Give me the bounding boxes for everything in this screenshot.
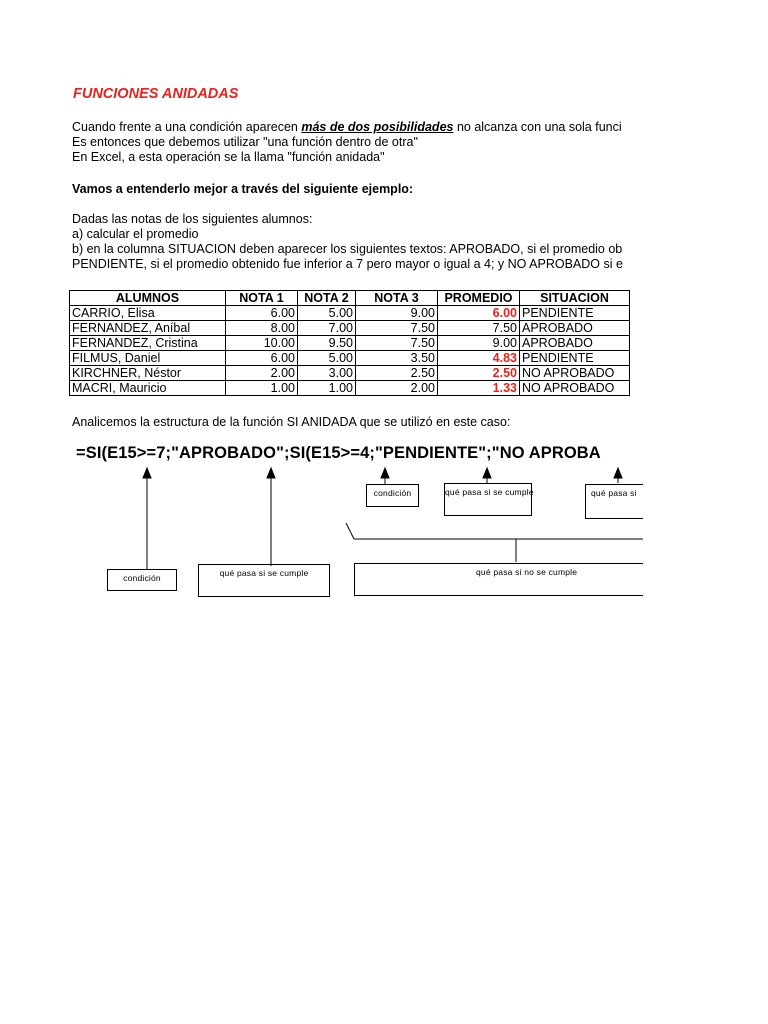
nested-if-formula: =SI(E15>=7;"APROBADO";SI(E15>=4;"PENDIENTE";"NO APROBA bbox=[76, 444, 601, 462]
cell-name: FILMUS, Daniel bbox=[70, 351, 226, 366]
cell-promedio: 9.00 bbox=[438, 336, 520, 351]
cell-nota-2: 7.00 bbox=[298, 321, 356, 336]
cell-nota-3: 3.50 bbox=[356, 351, 438, 366]
cell-nota-2: 5.00 bbox=[298, 306, 356, 321]
cell-name: KIRCHNER, Néstor bbox=[70, 366, 226, 381]
header-nota-3: NOTA 3 bbox=[356, 291, 438, 306]
cell-promedio: 4.83 bbox=[438, 351, 520, 366]
analysis-text: Analicemos la estructura de la función SI ANIDADA que se utilizó en este caso: bbox=[72, 415, 511, 429]
cell-nota-3: 7.50 bbox=[356, 336, 438, 351]
cell-situacion: APROBADO bbox=[520, 336, 630, 351]
intro-line-1-suffix: no alcanza con una sola funci bbox=[453, 120, 622, 134]
box-cumple-1: qué pasa si se cumple bbox=[198, 564, 330, 597]
cell-nota-1: 10.00 bbox=[226, 336, 298, 351]
intro-line-2: Es entonces que debemos utilizar "una función dentro de otra" bbox=[72, 135, 418, 149]
cell-promedio: 7.50 bbox=[438, 321, 520, 336]
cell-situacion: APROBADO bbox=[520, 321, 630, 336]
arrowhead-condicion-1 bbox=[143, 468, 151, 478]
arrowhead-condicion-2 bbox=[381, 468, 389, 478]
cell-nota-2: 1.00 bbox=[298, 381, 356, 396]
cell-nota-1: 2.00 bbox=[226, 366, 298, 381]
cell-nota-2: 9.50 bbox=[298, 336, 356, 351]
page-title: FUNCIONES ANIDADAS bbox=[73, 86, 239, 102]
box-cumple-2: qué pasa si se cumple bbox=[444, 483, 532, 516]
cell-nota-2: 3.00 bbox=[298, 366, 356, 381]
cell-name: CARRIO, Elisa bbox=[70, 306, 226, 321]
box-condicion-2: condición bbox=[366, 484, 419, 507]
task-line-2: a) calcular el promedio bbox=[72, 227, 199, 241]
cell-nota-3: 7.50 bbox=[356, 321, 438, 336]
cell-situacion: PENDIENTE bbox=[520, 306, 630, 321]
cell-name: MACRI, Mauricio bbox=[70, 381, 226, 396]
cell-nota-1: 6.00 bbox=[226, 351, 298, 366]
cell-promedio: 6.00 bbox=[438, 306, 520, 321]
cell-nota-1: 6.00 bbox=[226, 306, 298, 321]
cell-situacion: NO APROBADO bbox=[520, 381, 630, 396]
cell-name: FERNANDEZ, Aníbal bbox=[70, 321, 226, 336]
task-line-4: PENDIENTE, si el promedio obtenido fue inferior a 7 pero mayor o igual a 4; y NO APROBADO si e bbox=[72, 257, 623, 271]
example-heading: Vamos a entenderlo mejor a través del siguiente ejemplo: bbox=[72, 182, 414, 196]
intro-line-3: En Excel, a esta operación se la llama "función anidada" bbox=[72, 150, 385, 164]
cell-promedio: 1.33 bbox=[438, 381, 520, 396]
cell-situacion: NO APROBADO bbox=[520, 366, 630, 381]
header-nota-2: NOTA 2 bbox=[298, 291, 356, 306]
bracket-left-tick bbox=[346, 523, 354, 539]
header-situacion: SITUACION bbox=[520, 291, 630, 306]
cell-situacion: PENDIENTE bbox=[520, 351, 630, 366]
arrowhead-cumple-1 bbox=[267, 468, 275, 478]
task-line-3: b) en la columna SITUACION deben aparecer los siguientes textos: APROBADO, si el promedio ob bbox=[72, 242, 623, 256]
cell-nota-3: 9.00 bbox=[356, 306, 438, 321]
cell-nota-1: 8.00 bbox=[226, 321, 298, 336]
intro-emphasis: más de dos posibilidades bbox=[301, 120, 454, 134]
cell-nota-3: 2.50 bbox=[356, 366, 438, 381]
header-alumnos: ALUMNOS bbox=[70, 291, 226, 306]
arrowhead-cumple-2 bbox=[483, 468, 491, 478]
arrowhead-cumple-3 bbox=[614, 468, 622, 478]
box-condicion-1: condición bbox=[107, 569, 177, 591]
header-nota-1: NOTA 1 bbox=[226, 291, 298, 306]
cell-nota-1: 1.00 bbox=[226, 381, 298, 396]
cell-name: FERNANDEZ, Cristina bbox=[70, 336, 226, 351]
cell-nota-3: 2.00 bbox=[356, 381, 438, 396]
task-line-1: Dadas las notas de los siguientes alumnos: bbox=[72, 212, 313, 226]
box-no-cumple: qué pasa si no se cumple bbox=[354, 563, 643, 596]
cell-promedio: 2.50 bbox=[438, 366, 520, 381]
box-cumple-3: qué pasa si bbox=[585, 484, 643, 519]
header-promedio: PROMEDIO bbox=[438, 291, 520, 306]
intro-line-1-prefix: Cuando frente a una condición aparecen bbox=[72, 120, 302, 134]
cell-nota-2: 5.00 bbox=[298, 351, 356, 366]
